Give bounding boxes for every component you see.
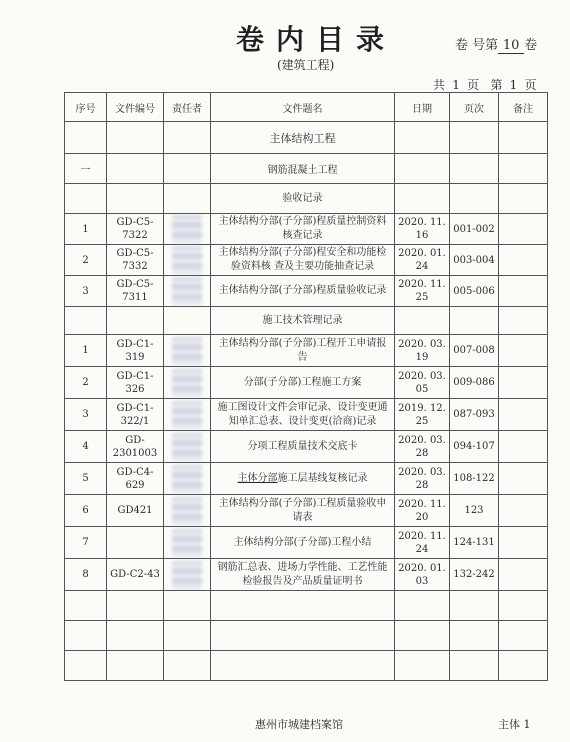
col-header-pages: 页次	[450, 93, 499, 122]
table-row: 1 GD-C5-7322 主体结构分部(子分部)程质量控制资料核查记录 2020. 11. 16 001-002	[65, 214, 548, 245]
col-header-number: 序号	[65, 93, 107, 122]
responsible-redacted	[164, 335, 211, 367]
table-row: 2 GD-C1-326 分部(子分部)工程施工方案 2020. 03. 05 009-086	[65, 367, 548, 399]
responsible-redacted	[164, 495, 211, 527]
catalog-table	[64, 92, 548, 681]
group-row-acceptance	[65, 184, 548, 214]
table-header-row	[65, 93, 548, 122]
catalog-title: 卷内目录	[236, 23, 397, 56]
table-row: 3 GD-C5-7311 主体结构分部(子分部)程质量验收记录 2020. 11. 25 005-006	[65, 276, 548, 307]
col-header-title: 文件题名	[211, 93, 395, 122]
group-row-management	[65, 307, 548, 335]
responsible-redacted	[164, 431, 211, 463]
responsible-redacted	[164, 399, 211, 431]
footer-page-label: 主体 1	[498, 718, 531, 731]
col-header-code: 文件编号	[107, 93, 164, 122]
empty-row	[65, 621, 548, 651]
section-main-title: 主体结构工程	[211, 122, 395, 154]
section-row-main	[65, 122, 548, 154]
table-row: 4 GD-2301003 分项工程质量技术交底卡 2020. 03. 28 094-107	[65, 431, 548, 463]
footer-archive-name: 惠州市城建档案馆	[255, 718, 343, 731]
group-management-title: 施工技术管理记录	[211, 307, 395, 335]
empty-row	[65, 651, 548, 681]
col-header-responsible: 责任者	[164, 93, 211, 122]
responsible-redacted	[164, 367, 211, 399]
section-row-sub	[65, 154, 548, 184]
col-header-remarks: 备注	[499, 93, 548, 122]
responsible-redacted	[164, 214, 211, 245]
responsible-redacted	[164, 276, 211, 307]
section-sub-number: 一	[65, 154, 107, 184]
col-header-date: 日期	[395, 93, 450, 122]
underlined-title-part: 主体分部	[237, 472, 278, 484]
table-row: 6 GD421 主体结构分部(子分部)工程质量验收申请表 2020. 11. 20 123	[65, 495, 548, 527]
table-row: 3 GD-C1-322/1 施工图设计文件会审记录、设计变更通知单汇总表、设计变更(洽商)记录 2019. 12. 25 087-093	[65, 399, 548, 431]
responsible-redacted	[164, 245, 211, 276]
project-type: (建筑工程)	[277, 58, 335, 72]
volume-number-value: 10	[498, 38, 524, 54]
responsible-redacted	[164, 559, 211, 591]
volume-number: 卷 号第 10 卷	[455, 38, 538, 53]
table-row: 8 GD-C2-43 钢筋汇总表、进场力学性能、工艺性能检验报告及产品质量证明书 2020. 01. 03 132-242	[65, 559, 548, 591]
responsible-redacted	[164, 463, 211, 495]
table-row: 2 GD-C5-7332 主体结构分部(子分部)程安全和功能检验资料核 查及主要功能抽查记录 2020. 01. 24 003-004	[65, 245, 548, 276]
section-sub-title: 钢筋混凝土工程	[211, 154, 395, 184]
empty-row	[65, 591, 548, 621]
group-acceptance-title: 验收记录	[211, 184, 395, 214]
responsible-redacted	[164, 527, 211, 559]
page-count: 共 1 页 第 1 页	[433, 78, 537, 92]
table-row: 1 GD-C1-319 主体结构分部(子分部)工程开工申请报告 2020. 03. 19 007-008	[65, 335, 548, 367]
table-row: 5 GD-C4-629 主体分部施工层基线复核记录 2020. 03. 28 108-122	[65, 463, 548, 495]
table-row: 7 主体结构分部(子分部)工程小结 2020. 11. 24 124-131	[65, 527, 548, 559]
